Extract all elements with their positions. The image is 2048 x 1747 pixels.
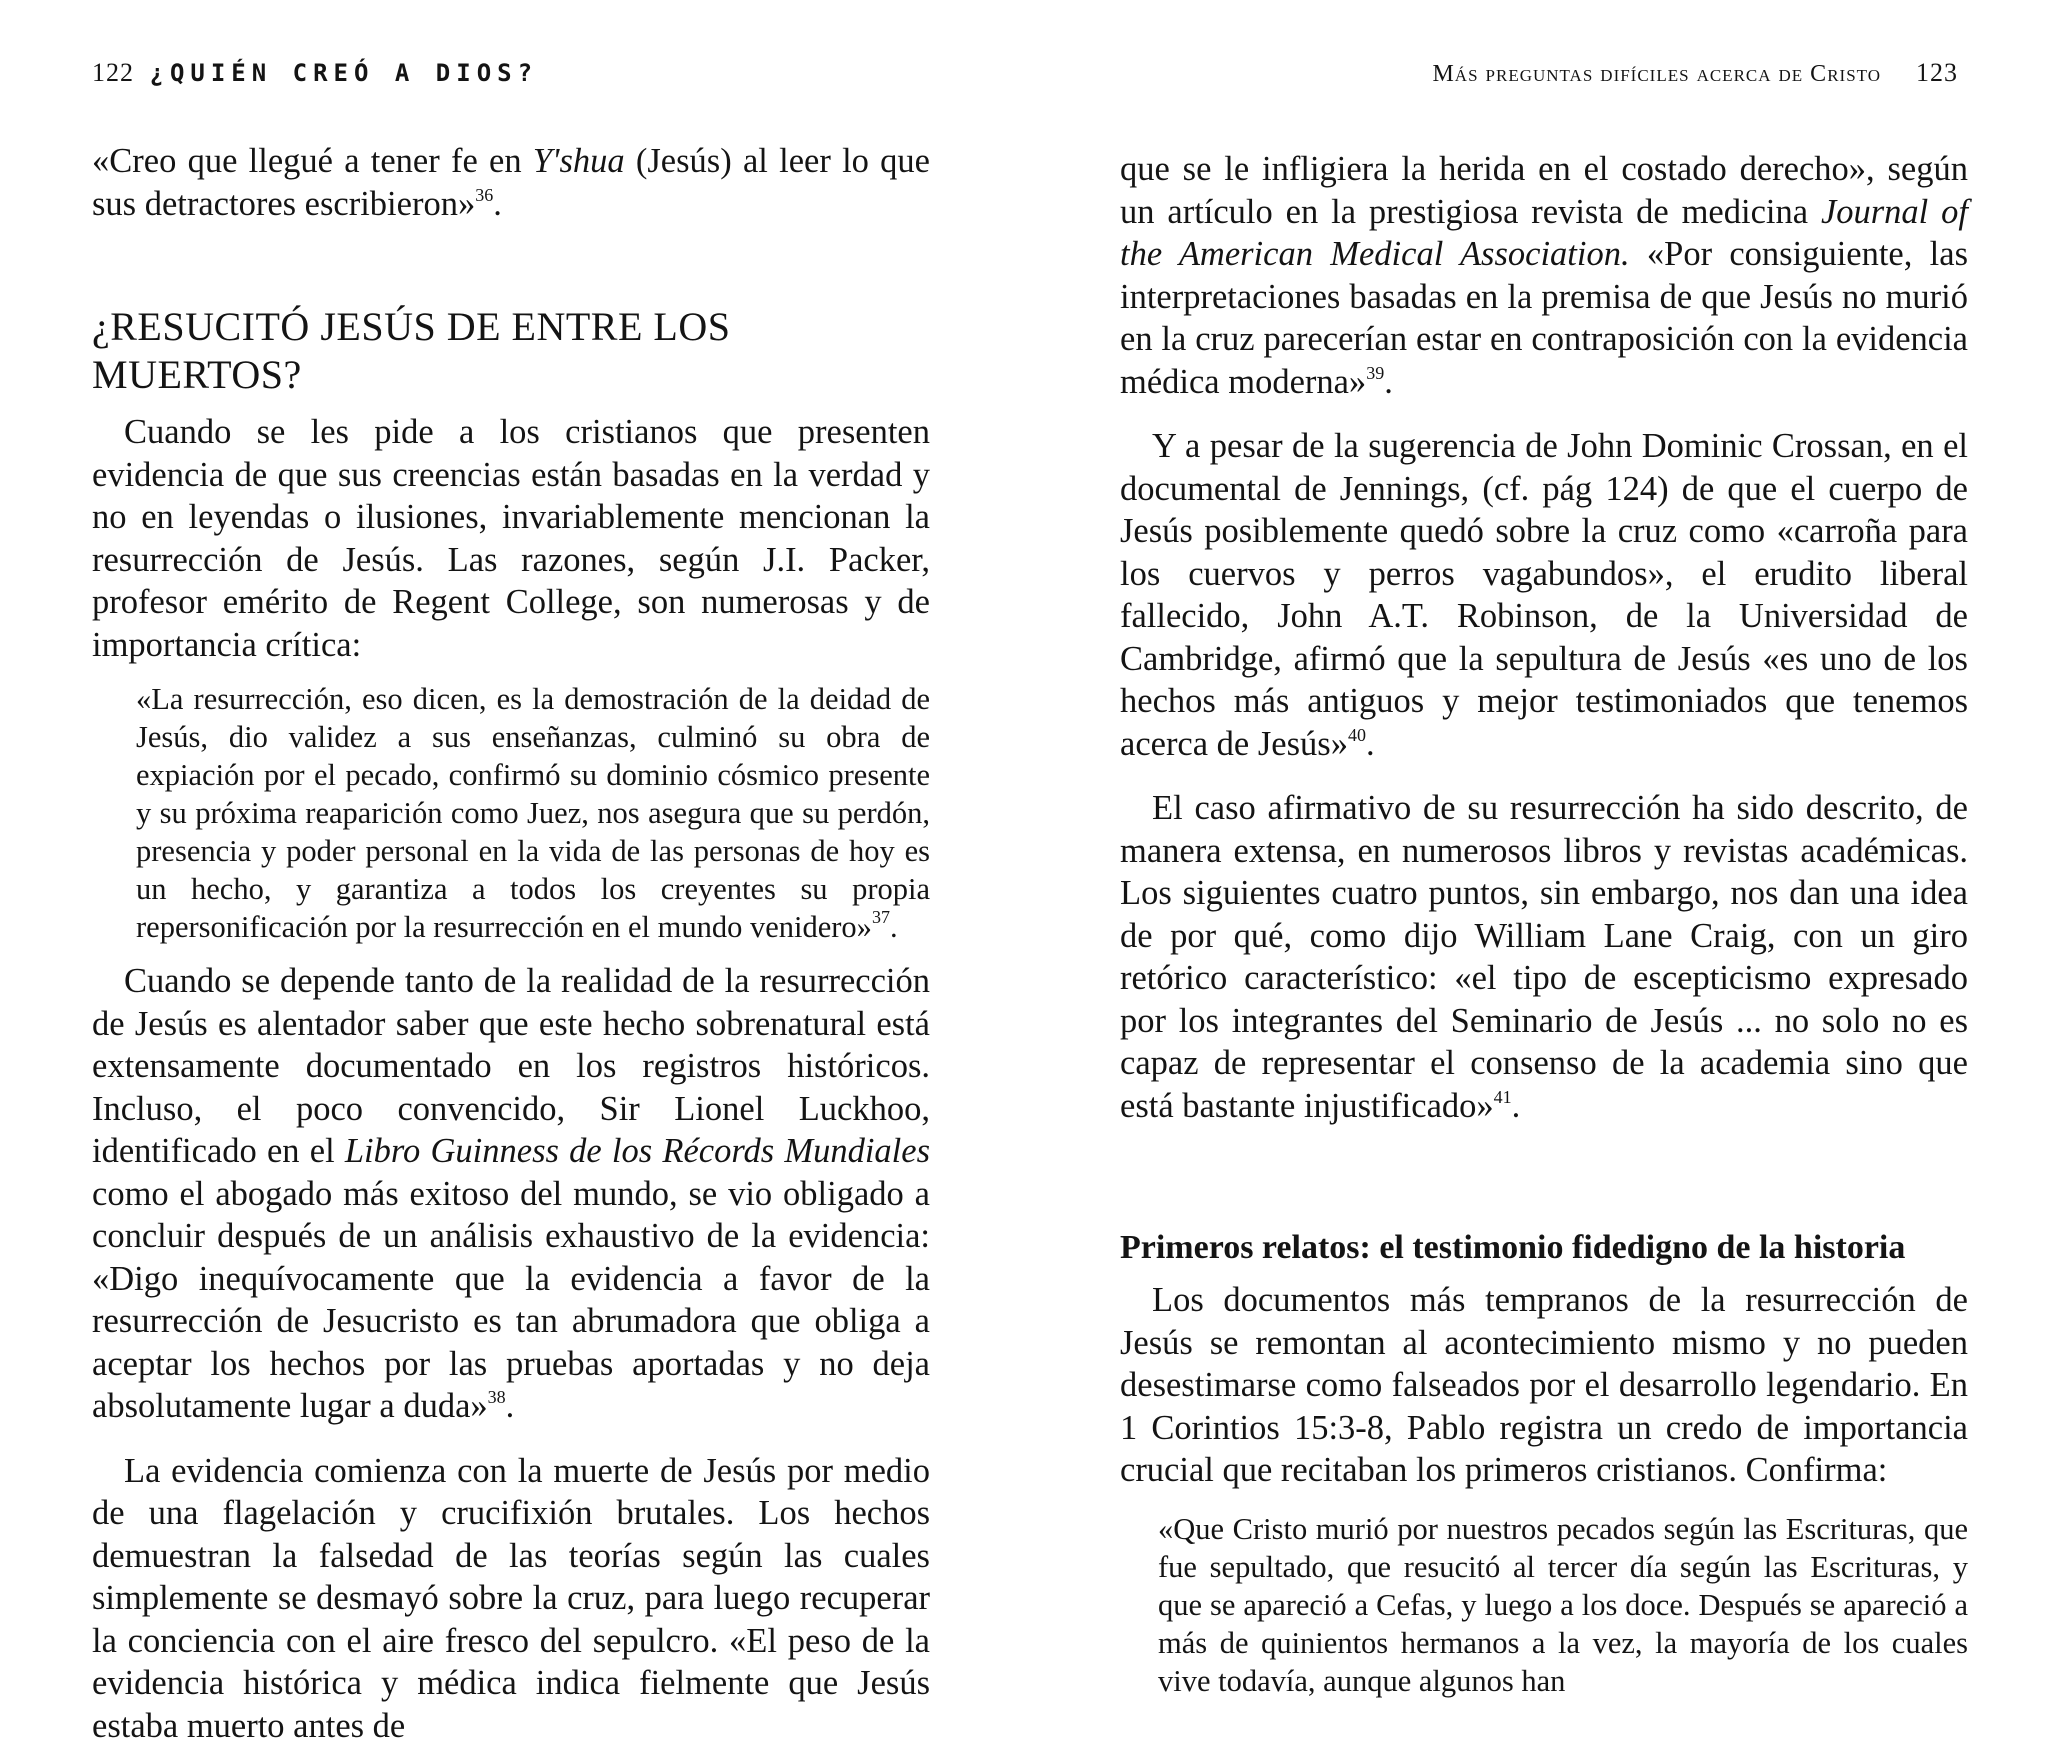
- text-run: .: [1366, 725, 1375, 763]
- paragraph-intro: [92, 140, 930, 225]
- section-heading: ¿RESUCITÓ JESÚS DE ENTRE LOS MUERTOS?: [92, 303, 930, 399]
- paragraph: [92, 960, 930, 1428]
- subsection-heading: Primeros relatos: el testimonio fidedigno de la historia: [1120, 1227, 1968, 1269]
- text-run: Cuando se depende tanto de la realidad de la resurrección de Jesús es alentador saber que este hecho sobrenatural está extensamente documentado en los registros históricos. Incluso, el poco convencido, Sir Lionel Luckhoo, identificado en el: [92, 962, 930, 1170]
- text-run: Y a pesar de la sugerencia de John Dominic Crossan, en el documental de Jennings, (cf. pág 124) de que el cuerpo de Jesús posiblemente quedó sobre la cruz como «carroña para los cuervos y perros vagabundos», el erudito liberal fallecido, John A.T. Robinson, de la Universidad de Cambridge, afirmó que la sepultura de Jesús «es uno de los hechos más antiguos y mejor testimoniados que tenemos acerca de Jesús»: [1120, 427, 1968, 763]
- left-body: [92, 140, 930, 1747]
- text-run: (Jesús) al leer lo que sus detractores escribieron»: [92, 142, 930, 223]
- text-run: El caso afirmativo de su resurrección ha sido descrito, de manera extensa, en numerosos libros y revistas académicas. Los siguientes cuatro puntos, sin embargo, nos dan una idea de por qué, como dijo William Lane Craig, con un giro retórico característico: «el tipo de escepticismo expresado por los integrantes del Seminario de Jesús ... no solo no es capaz de representar el consenso de la academia sino que está bastante injustificado»: [1120, 789, 1968, 1125]
- text-run: como el abogado más exitoso del mundo, se vio obligado a concluir después de un análisis exhaustivo de la evidencia: «Digo inequívocamente que la evidencia a favor de la resurrección de Jesucristo es tan abrumadora que obliga a aceptar los hechos por las pruebas aportadas y no deja absolutamente lugar a duda»: [92, 1175, 930, 1426]
- paragraph: [1120, 425, 1968, 765]
- italic-run: Y'shua: [533, 142, 625, 180]
- footnote-ref: 41: [1494, 1087, 1512, 1107]
- right-running-title: Más preguntas difíciles acerca de Cristo: [1432, 61, 1881, 87]
- text-run: «Creo que llegué a tener fe en: [92, 142, 533, 180]
- right-page-number: 123: [1916, 58, 1958, 87]
- block-quote: [136, 680, 930, 946]
- quote-text: «La resurrección, eso dicen, es la demostración de la deidad de Jesús, dio validez a sus enseñanzas, culminó su obra de expiación por el pecado, confirmó su dominio cósmico presente y su próxima reaparición como Juez, nos asegura que su perdón, presencia y poder personal en la vida de las personas de hoy es un hecho, y garantiza a todos los creyentes su propia repersonificación por la resurrección en el mundo venidero»: [136, 682, 930, 944]
- left-running-title: ¿QUIÉN CREÓ A DIOS?: [150, 59, 539, 87]
- paragraph: Los documentos más tempranos de la resurrección de Jesús se remontan al acontecimiento mismo y no pueden desestimarse como falseados por el desarrollo legendario. En 1 Corintios 15:3-8, Pablo registra un credo de importancia crucial que recitaban los primeros cristianos. Confirma:: [1120, 1279, 1968, 1492]
- text-run: .: [1384, 363, 1393, 401]
- paragraph: Cuando se les pide a los cristianos que presenten evidencia de que sus creencias están basadas en la verdad y no en leyendas o ilusiones, invariablemente mencionan la resurrección de Jesús. Las razones, según J.I. Packer, profesor emérito de Regent College, son numerosas y de importancia crítica:: [92, 411, 930, 666]
- footnote-ref: 40: [1348, 725, 1366, 745]
- text-run: que se le infligiera la herida en el costado derecho», según un artículo en la prestigiosa revista de medicina: [1120, 150, 1968, 231]
- text-run: .: [506, 1387, 515, 1425]
- text-run: .: [890, 910, 898, 944]
- footnote-ref: 39: [1366, 363, 1384, 383]
- italic-run: Journal of the American Medical Association.: [1120, 193, 1968, 274]
- left-page-number: 122: [92, 58, 134, 87]
- paragraph: [1120, 148, 1968, 403]
- right-running-header: [1432, 58, 1958, 88]
- right-body: [1120, 148, 1968, 1700]
- text-run: «Por consiguiente, las interpretaciones basadas en la premisa de que Jesús no murió en la cruz parecerían estar en contraposición con la evidencia médica moderna»: [1120, 235, 1968, 401]
- right-page: [1040, 0, 2048, 1667]
- footnote-ref: 36: [475, 185, 493, 205]
- paragraph: [1120, 787, 1968, 1127]
- text-run: .: [493, 185, 502, 223]
- footnote-ref: 37: [872, 907, 890, 927]
- paragraph: La evidencia comienza con la muerte de Jesús por medio de una flagelación y crucifixión brutales. Los hechos demuestran la falsedad de las teorías según las cuales simplemente se desmayó sobre la cruz, para luego recuperar la conciencia con el aire fresco del sepulcro. «El peso de la evidencia histórica y médica indica fielmente que Jesús estaba muerto antes de: [92, 1450, 930, 1747]
- italic-run: Libro Guinness de los Récords Mundiales: [345, 1132, 930, 1170]
- block-quote: «Que Cristo murió por nuestros pecados según las Escrituras, que fue sepultado, que resucitó al tercer día según las Escrituras, y que se apareció a Cefas, y luego a los doce. Después se apareció a más de quinientos hermanos a la vez, la mayoría de los cuales vive todavía, aunque algunos han: [1158, 1510, 1968, 1700]
- footnote-ref: 38: [488, 1387, 506, 1407]
- text-run: .: [1512, 1087, 1521, 1125]
- left-running-header: [92, 58, 538, 88]
- left-page: [0, 0, 1000, 1667]
